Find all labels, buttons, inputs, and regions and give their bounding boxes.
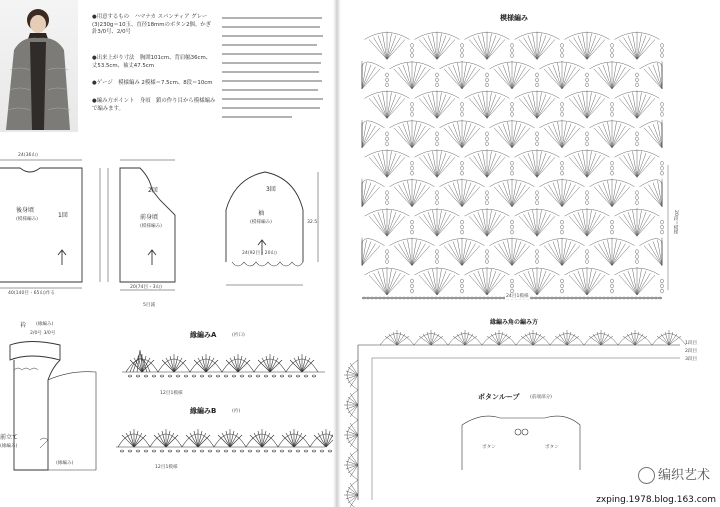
size-text: ●出来上がり寸法 胸囲101cm、背肩幅36cm、丈53.5cm、袖丈47.5cm <box>92 55 212 69</box>
front-band-sub: (緣編み) <box>0 444 18 449</box>
edging-row-3: 3段目 <box>685 357 698 362</box>
back-dim-top: 24(36山) <box>18 153 38 158</box>
button-loop-sub: (前端部分) <box>530 395 552 400</box>
edge-b-count: 12目1模様 <box>155 465 178 470</box>
back-dim-bottom: 40(140目・65山)作る <box>8 291 56 296</box>
button-loop-title: ボタンループ <box>478 393 520 401</box>
sleeve-sub: (模様編み) <box>250 220 272 225</box>
edging-title: 緣編み角の編み方 <box>490 319 539 326</box>
front-band-label: 前立て <box>0 434 19 441</box>
watermark-text: 编织艺术 <box>657 468 710 483</box>
sleeve-dim-bottom: 24(92目・20山) <box>242 251 277 256</box>
gauge-text: ●ゲージ 模様編み 2模様＝7.5cm、8段＝10cm <box>92 80 213 86</box>
front-band-bottom: (緣編み) <box>56 461 74 466</box>
edging-row-2: 2段目 <box>685 349 698 354</box>
back-sub: (模様編み) <box>16 217 38 222</box>
watermark <box>638 464 710 484</box>
collar-note: 2/0号 3/0号 <box>30 331 56 336</box>
edge-b-sub: (衿) <box>232 409 241 414</box>
button-loop-body <box>462 416 580 470</box>
collar-label: 衿 <box>20 322 27 329</box>
pattern-count: 24目1模様 <box>506 294 529 299</box>
points-text: ●編み方ポイント 身頃 鎖の作り目から模様編みで編みます。 <box>92 98 216 112</box>
back-label: 後身頃 <box>16 207 35 214</box>
collar-sub: (緣編み) <box>36 322 54 327</box>
front-note: 5目減 <box>143 303 156 308</box>
edge-b-title: 緣編みB <box>190 407 217 415</box>
pattern-side: 20段＝模様 <box>673 210 678 235</box>
edge-a-title: 緣編みA <box>190 331 217 339</box>
front-num: 2回 <box>148 187 158 194</box>
sleeve-num: 3回 <box>266 186 276 193</box>
button-loop-label-left: ボタン <box>482 445 496 450</box>
pattern-title: 模様編み <box>500 14 528 22</box>
front-dim-bottom: 20(74目・3山) <box>130 285 162 290</box>
edging-row-1: 1段目 <box>685 341 698 346</box>
sleeve-dim-side: 32.5 <box>307 220 318 225</box>
footer-url: zxping.1978.blog.163.com <box>596 495 716 505</box>
wechat-logo-icon <box>638 467 655 484</box>
edge-a-count: 12目1模様 <box>160 391 183 396</box>
button-loop-label-right: ボタン <box>545 445 559 450</box>
front-sub: (模様編み) <box>140 224 162 229</box>
edge-a-sub: (衿口) <box>232 333 245 338</box>
back-num: 1回 <box>58 212 68 219</box>
materials-text: ●用意するもの ハマナカ スパンティア グレー(3)230g＝10玉、直径18mmのボタン2個、かぎ針3/0号、2/0号 <box>92 14 212 36</box>
sleeve-label: 袖 <box>258 210 265 217</box>
front-label: 前身頃 <box>140 214 159 221</box>
